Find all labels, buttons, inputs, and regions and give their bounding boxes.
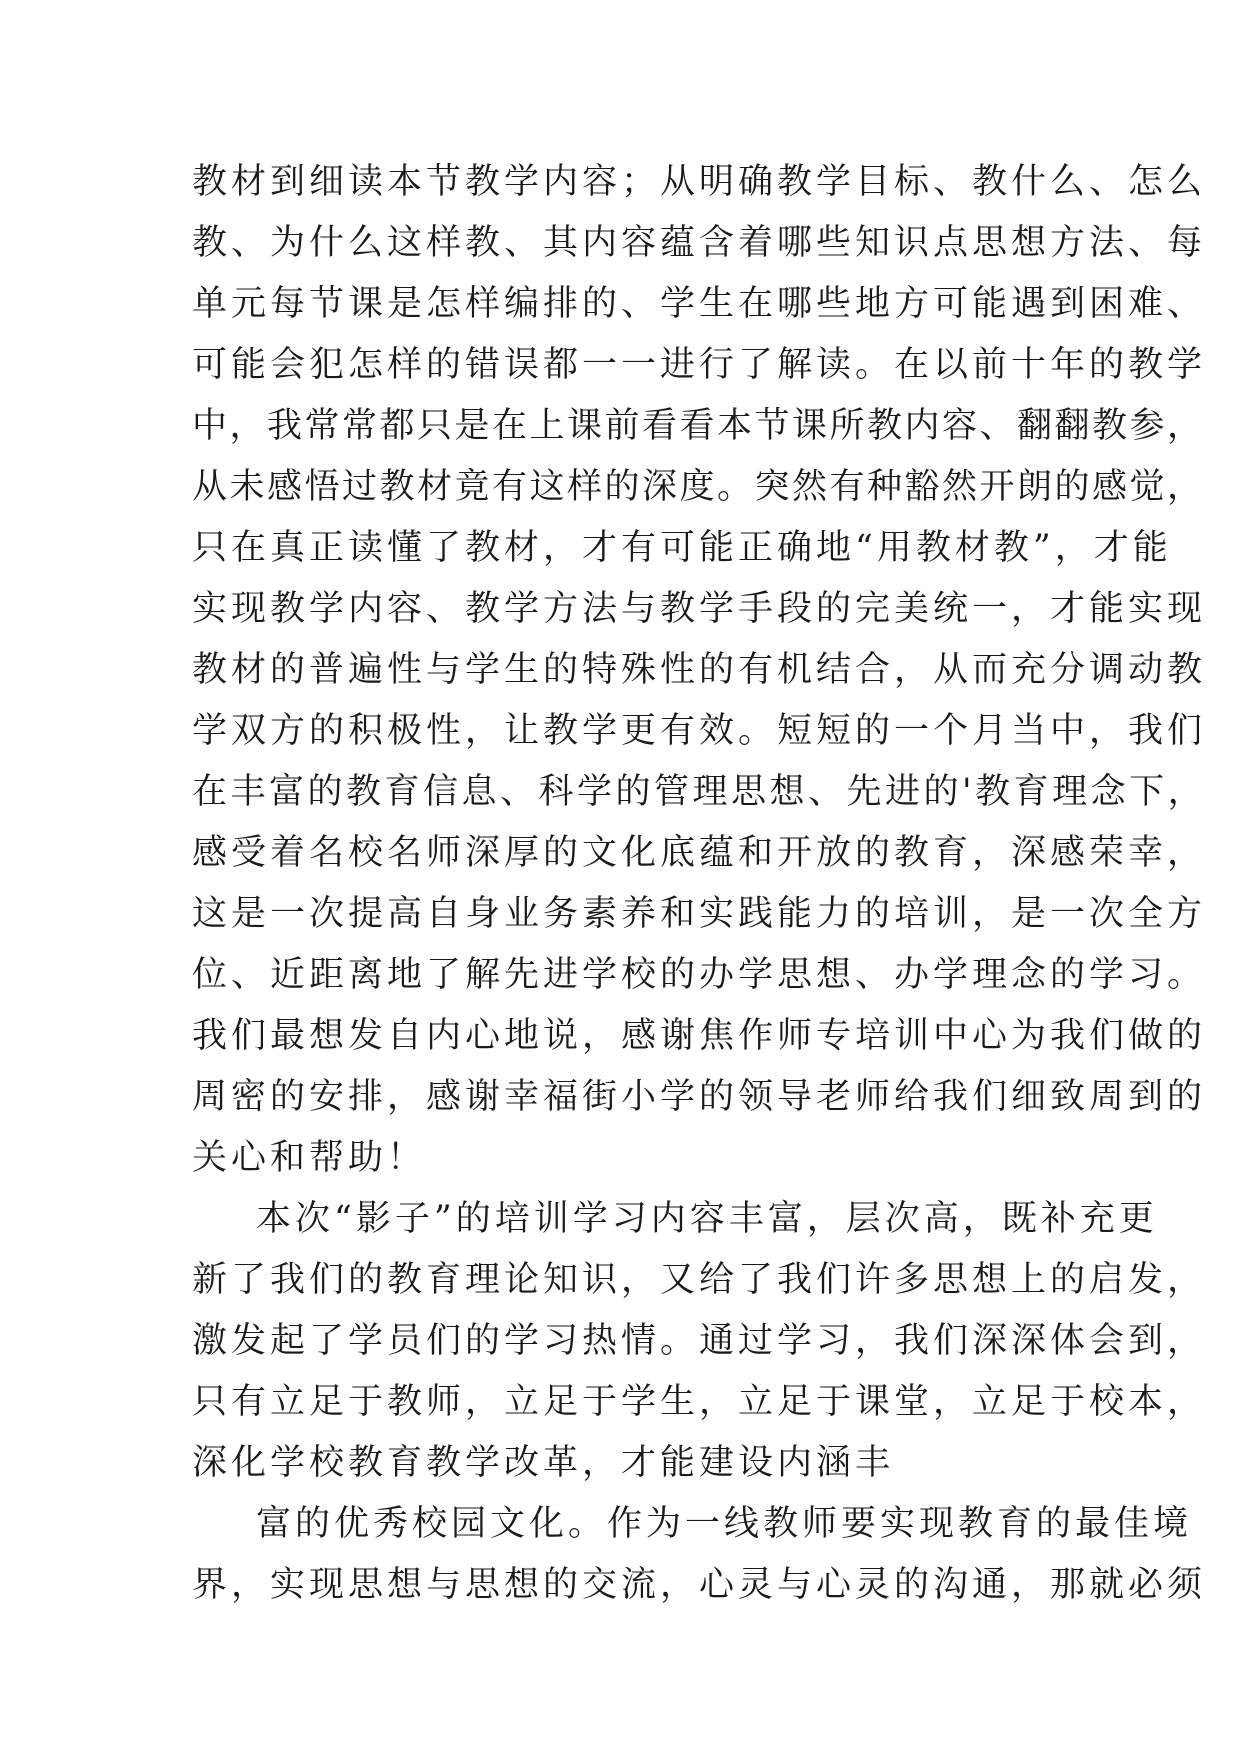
text-line: 只在真正读懂了教材，才有可能正确地“用教材教”，才能 xyxy=(192,528,1172,568)
text-line: 我们最想发自内心地说，感谢焦作师专培训中心为我们做的 xyxy=(192,1016,1207,1056)
text-line: 周密的安排，感谢幸福街小学的领导老师给我们细致周到的 xyxy=(192,1077,1207,1117)
text-line: 位、近距离地了解先进学校的办学思想、办学理念的学习。 xyxy=(192,955,1207,995)
text-line: 可能会犯怎样的错误都一一进行了解读。在以前十年的教学 xyxy=(192,345,1207,385)
text-line: 感受着名校名师深厚的文化底蕴和开放的教育，深感荣幸， xyxy=(192,833,1207,873)
text-line: 深化学校教育教学改革，才能建设内涵丰 xyxy=(192,1443,895,1483)
text-line: 单元每节课是怎样编排的、学生在哪些地方可能遇到困难、 xyxy=(192,284,1207,324)
text-line: 实现教学内容、教学方法与教学手段的完美统一，才能实现 xyxy=(192,589,1207,629)
text-line: 教、为什么这样教、其内容蕴含着哪些知识点思想方法、每 xyxy=(192,223,1207,263)
text-line: 富的优秀校园文化。作为一线教师要实现教育的最佳境 xyxy=(256,1504,1193,1544)
text-line: 教材到细读本节教学内容；从明确教学目标、教什么、怎么 xyxy=(192,162,1207,202)
text-line: 本次“影子”的培训学习内容丰富，层次高，既补充更 xyxy=(256,1199,1158,1239)
text-line: 激发起了学员们的学习热情。通过学习，我们深深体会到， xyxy=(192,1321,1207,1361)
text-line: 在丰富的教育信息、科学的管理思想、先进的'教育理念下， xyxy=(192,772,1207,812)
text-line: 新了我们的教育理论知识，又给了我们许多思想上的启发， xyxy=(192,1260,1207,1300)
text-line: 这是一次提高自身业务素养和实践能力的培训，是一次全方 xyxy=(192,894,1207,934)
text-line: 关心和帮助！ xyxy=(192,1138,427,1178)
document-body xyxy=(192,152,1207,1616)
text-line: 界，实现思想与思想的交流，心灵与心灵的沟通，那就必须 xyxy=(192,1565,1207,1605)
text-line: 只有立足于教师，立足于学生，立足于课堂，立足于校本， xyxy=(192,1382,1207,1422)
text-line: 从未感悟过教材竟有这样的深度。突然有种豁然开朗的感觉， xyxy=(192,467,1205,507)
text-line: 中，我常常都只是在上课前看看本节课所教内容、翻翻教参， xyxy=(192,406,1205,446)
text-line: 学双方的积极性，让教学更有效。短短的一个月当中，我们 xyxy=(192,711,1207,751)
text-line: 教材的普遍性与学生的特殊性的有机结合，从而充分调动教 xyxy=(192,650,1207,690)
